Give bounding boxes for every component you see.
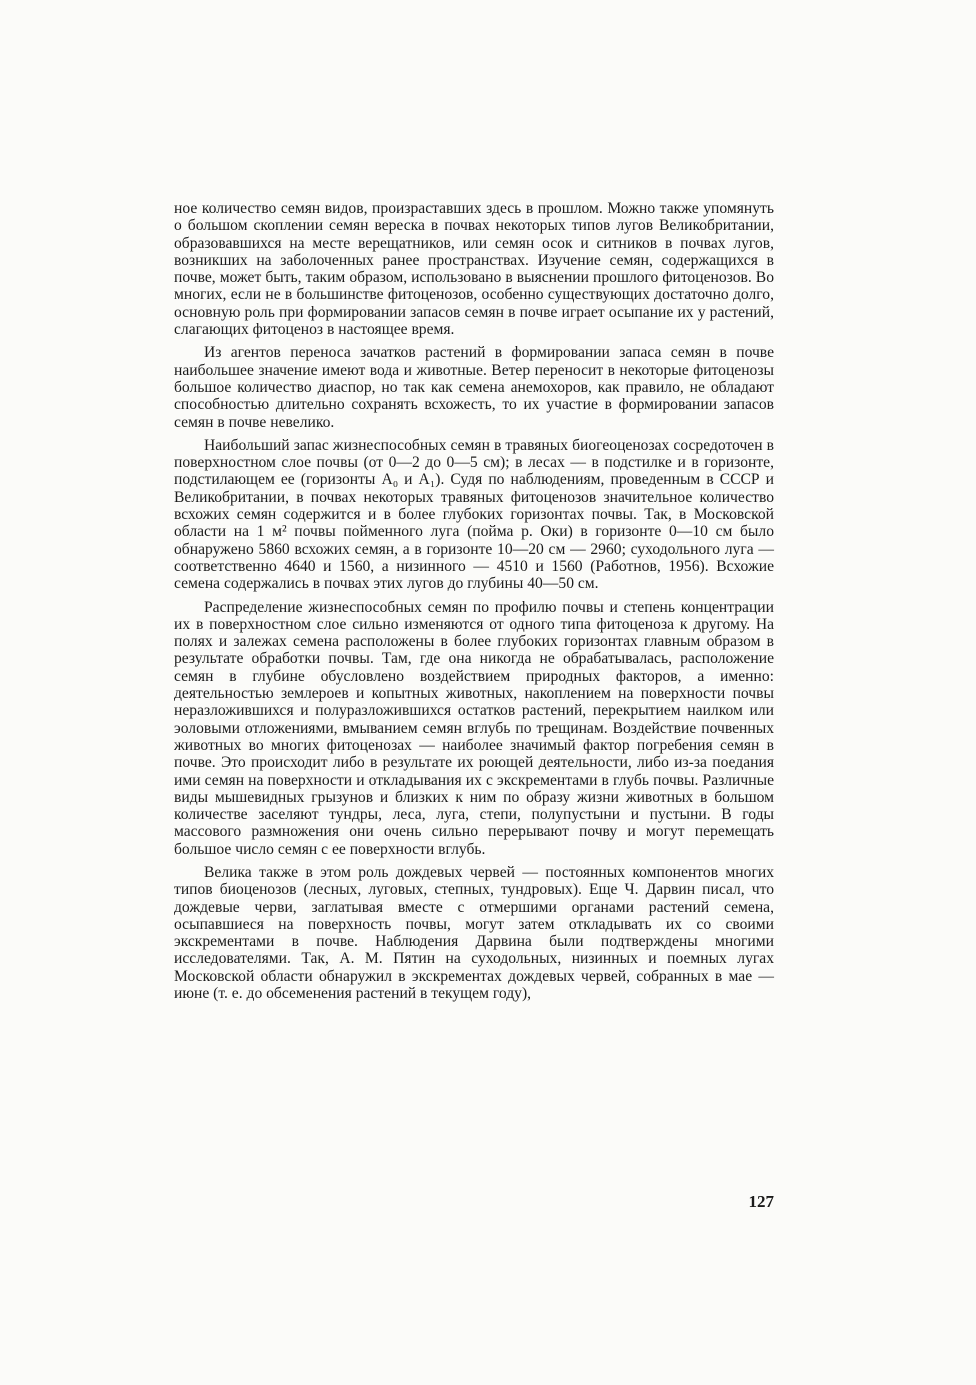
paragraph-4: Распределение жизнеспособных семян по профилю почвы и степень концентрации их в поверхностном слое сильно изменяются от одного типа фитоценоза к другому. На полях и залежах семена расположены в более глубоких горизонтах главным образом в результате обработки почвы. Там, где она никогда не обрабатывалась, расположение семян в глубине обусловлено воздействием природных факторов, а именно: деятельностью землероев и копытных животных, накоплением на поверхности почвы неразложившихся и полуразложившихся остатков растений, перекрытием наилком или эоловыми отложениями, вмыванием семян вглубь по трещинам. Воздействие почвенных животных во многих фитоценозах — наиболее значимый фактор погребения семян в почве. Это происходит либо в результате их роющей деятельности, либо из-за поедания ими семян на поверхности и откладывания их с экскрементами в глубь почвы. Различные виды мышевидных грызунов и близких к ним по образу жизни животных в большом количестве заселяют тундры, леса, луга, степи, полупустыни и пустыни. В годы массового размножения они очень сильно перерывают почву и могут перемещать большое число семян с ее поверхности вглубь. [174, 598, 774, 858]
page-number: 127 [748, 1192, 774, 1211]
paragraph-1: ное количество семян видов, произраставших здесь в прошлом. Можно также упомянуть о большом скоплении семян вереска в почвах некоторых типов лугов Великобритании, образовавшихся на месте верещатников, или семян осок и ситников в почвах лугов, возникших на заболоченных ранее пространствах. Изучение семян, содержащихся в почве, может быть, таким образом, использовано в выяснении прошлого фитоценозов. Во многих, если не в большинстве фитоценозов, особенно существующих достаточно долго, основную роль при формировании запасов семян в почве играет осыпание их у растений, слагающих фитоценоз в настоящее время. [174, 200, 774, 339]
paragraph-2: Из агентов переноса зачатков растений в формировании запаса семян в почве наибольшее значение имеют вода и животные. Ветер переносит в некоторые фитоценозы большое количество диаспор, но так как семена анемохоров, как правило, не обладают способностью длительно сохранять всхожесть, то их участие в формировании запасов семян в почве невелико. [174, 344, 774, 431]
paragraph-3: Наибольший запас жизнеспособных семян в травяных биогеоценозах сосредоточен в поверхностном слое почвы (от 0—2 до 0—5 см); в лесах — в подстилке и в горизонте, подстилающем ее (горизонты A₀ и A₁). Судя по наблюдениям, проведенным в СССР и Великобритании, в почвах некоторых травяных фитоценозов значительное количество всхожих семян содержится и в более глубоких горизонтах почвы. Так, в Московской области на 1 м² почвы поймeнного луга (пойма р. Оки) в горизонте 0—10 см было обнаружено 5860 всхожих семян, а в горизонте 10—20 см — 2960; суходольного луга — соответственно 4640 и 1560, а низинного — 4510 и 1560 (Работнов, 1956). Всхожие семена содержались в почвах этих лугов до глубины 40—50 см. [174, 436, 774, 593]
paragraph-5: Велика также в этом роль дождевых червей — постоянных компонентов многих типов биоценозов (лесных, луговых, степных, тундровых). Еще Ч. Дарвин писал, что дождевые черви, заглатывая вместе с отмершими органами растений семена, осыпавшиеся на поверхность почвы, могут затем откладывать их со своими экскрементами в почве. Наблюдения Дарвина были подтверждены многими исследователями. Так, А. М. Пятин на суходольных, низинных и поемных лугах Московской области обнаружил в экскрементах дождевых червей, собранных в мае — июне (т. е. до обсеменения растений в текущем году), [174, 863, 774, 1003]
page-body [174, 200, 774, 1008]
